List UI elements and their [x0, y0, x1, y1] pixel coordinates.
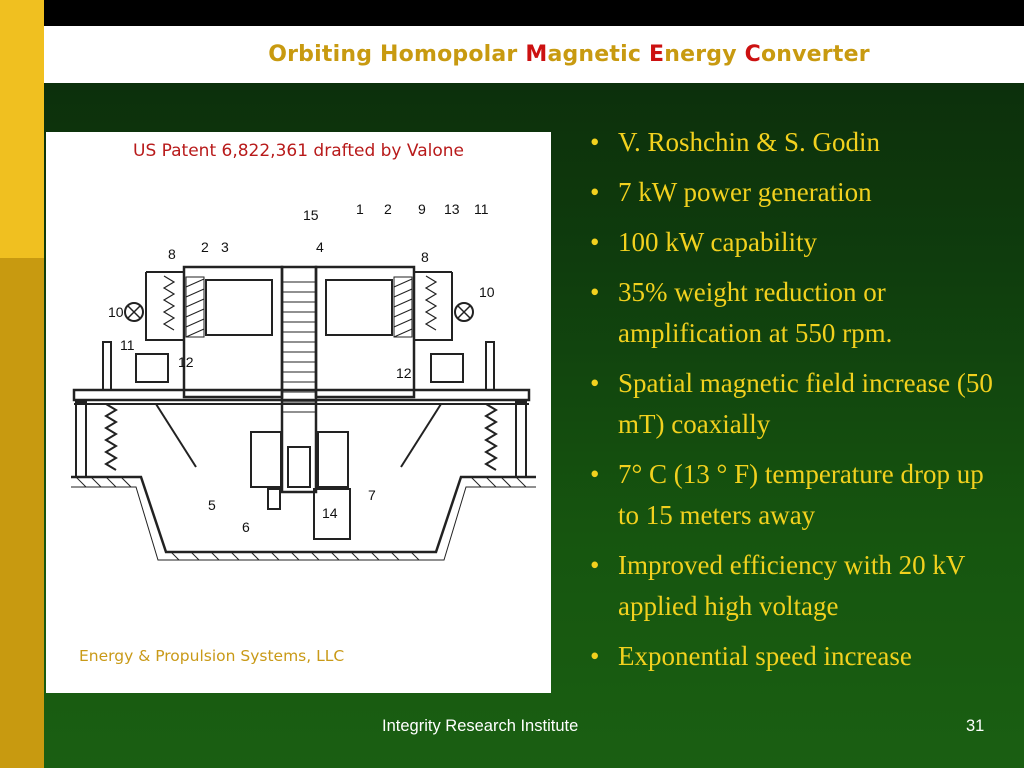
part-label: 10 — [479, 284, 495, 300]
title-part: Homopolar — [380, 42, 526, 67]
bullet-item — [588, 636, 1008, 677]
bullet-dot: • — [590, 550, 600, 580]
part-label: 3 — [221, 239, 229, 255]
slide-title — [268, 42, 870, 67]
part-label: 15 — [303, 207, 319, 223]
bullet-item — [588, 272, 1008, 354]
title-part: nergy — [664, 42, 745, 67]
bullet-dot: • — [590, 277, 600, 307]
bullet-text: 7° C (13 ° F) temperature drop up to 15 meters away — [618, 459, 984, 530]
bullet-dot: • — [590, 641, 600, 671]
part-label: 10 — [108, 304, 124, 320]
patent-figure-panel — [46, 132, 551, 693]
company-caption: Energy & Propulsion Systems, LLC — [79, 647, 345, 665]
converter-schematic — [46, 192, 551, 632]
part-label: 6 — [242, 519, 250, 535]
title-part: E — [648, 42, 665, 67]
patent-caption: US Patent 6,822,361 drafted by Valone — [133, 141, 464, 161]
part-label: 9 — [418, 201, 426, 217]
top-black-bar — [0, 0, 1024, 26]
part-label: 13 — [444, 201, 460, 217]
bullet-item — [588, 172, 1008, 213]
slide-page-number: 31 — [966, 717, 985, 735]
part-label: 2 — [201, 239, 209, 255]
part-label: 12 — [178, 354, 194, 370]
bullet-item — [588, 363, 1008, 445]
part-label: 7 — [368, 487, 376, 503]
title-part: C — [744, 42, 761, 67]
title-band — [44, 26, 1024, 83]
left-accent-bar-upper — [0, 0, 44, 258]
part-label: 12 — [396, 365, 412, 381]
bullet-text: V. Roshchin & S. Godin — [618, 127, 881, 157]
bullet-item — [588, 454, 1008, 536]
part-label: 4 — [316, 239, 324, 255]
part-label: 14 — [322, 505, 338, 521]
bullet-list — [588, 122, 1008, 686]
bullet-dot: • — [590, 227, 600, 257]
bullet-dot: • — [590, 459, 600, 489]
part-label: 11 — [474, 201, 489, 217]
part-label: 8 — [168, 246, 176, 262]
title-part: Orbiting — [268, 42, 381, 67]
bullet-dot: • — [590, 368, 600, 398]
bullet-dot: • — [590, 177, 600, 207]
part-label: 8 — [421, 249, 429, 265]
part-label: 1 — [356, 201, 364, 217]
title-part: onverter — [760, 42, 870, 67]
bullet-text: Exponential speed increase — [618, 641, 912, 671]
bullet-text: Improved efficiency with 20 kV applied high voltage — [618, 550, 965, 621]
bullet-text: 35% weight reduction or amplification at 550 rpm. — [618, 277, 893, 348]
bullet-text: 100 kW capability — [618, 227, 817, 257]
bullet-item — [588, 122, 1008, 163]
part-label: 11 — [120, 337, 135, 353]
title-part: M — [525, 42, 548, 67]
part-label: 5 — [208, 497, 216, 513]
bullet-item — [588, 545, 1008, 627]
bullet-item — [588, 222, 1008, 263]
left-accent-bar-lower — [0, 258, 44, 768]
part-label: 2 — [384, 201, 392, 217]
bullet-text: Spatial magnetic field increase (50 mT) coaxially — [618, 368, 993, 439]
bullet-text: 7 kW power generation — [618, 177, 872, 207]
bullet-dot: • — [590, 127, 600, 157]
footer-organization: Integrity Research Institute — [382, 717, 579, 735]
title-part: agnetic — [547, 42, 649, 67]
